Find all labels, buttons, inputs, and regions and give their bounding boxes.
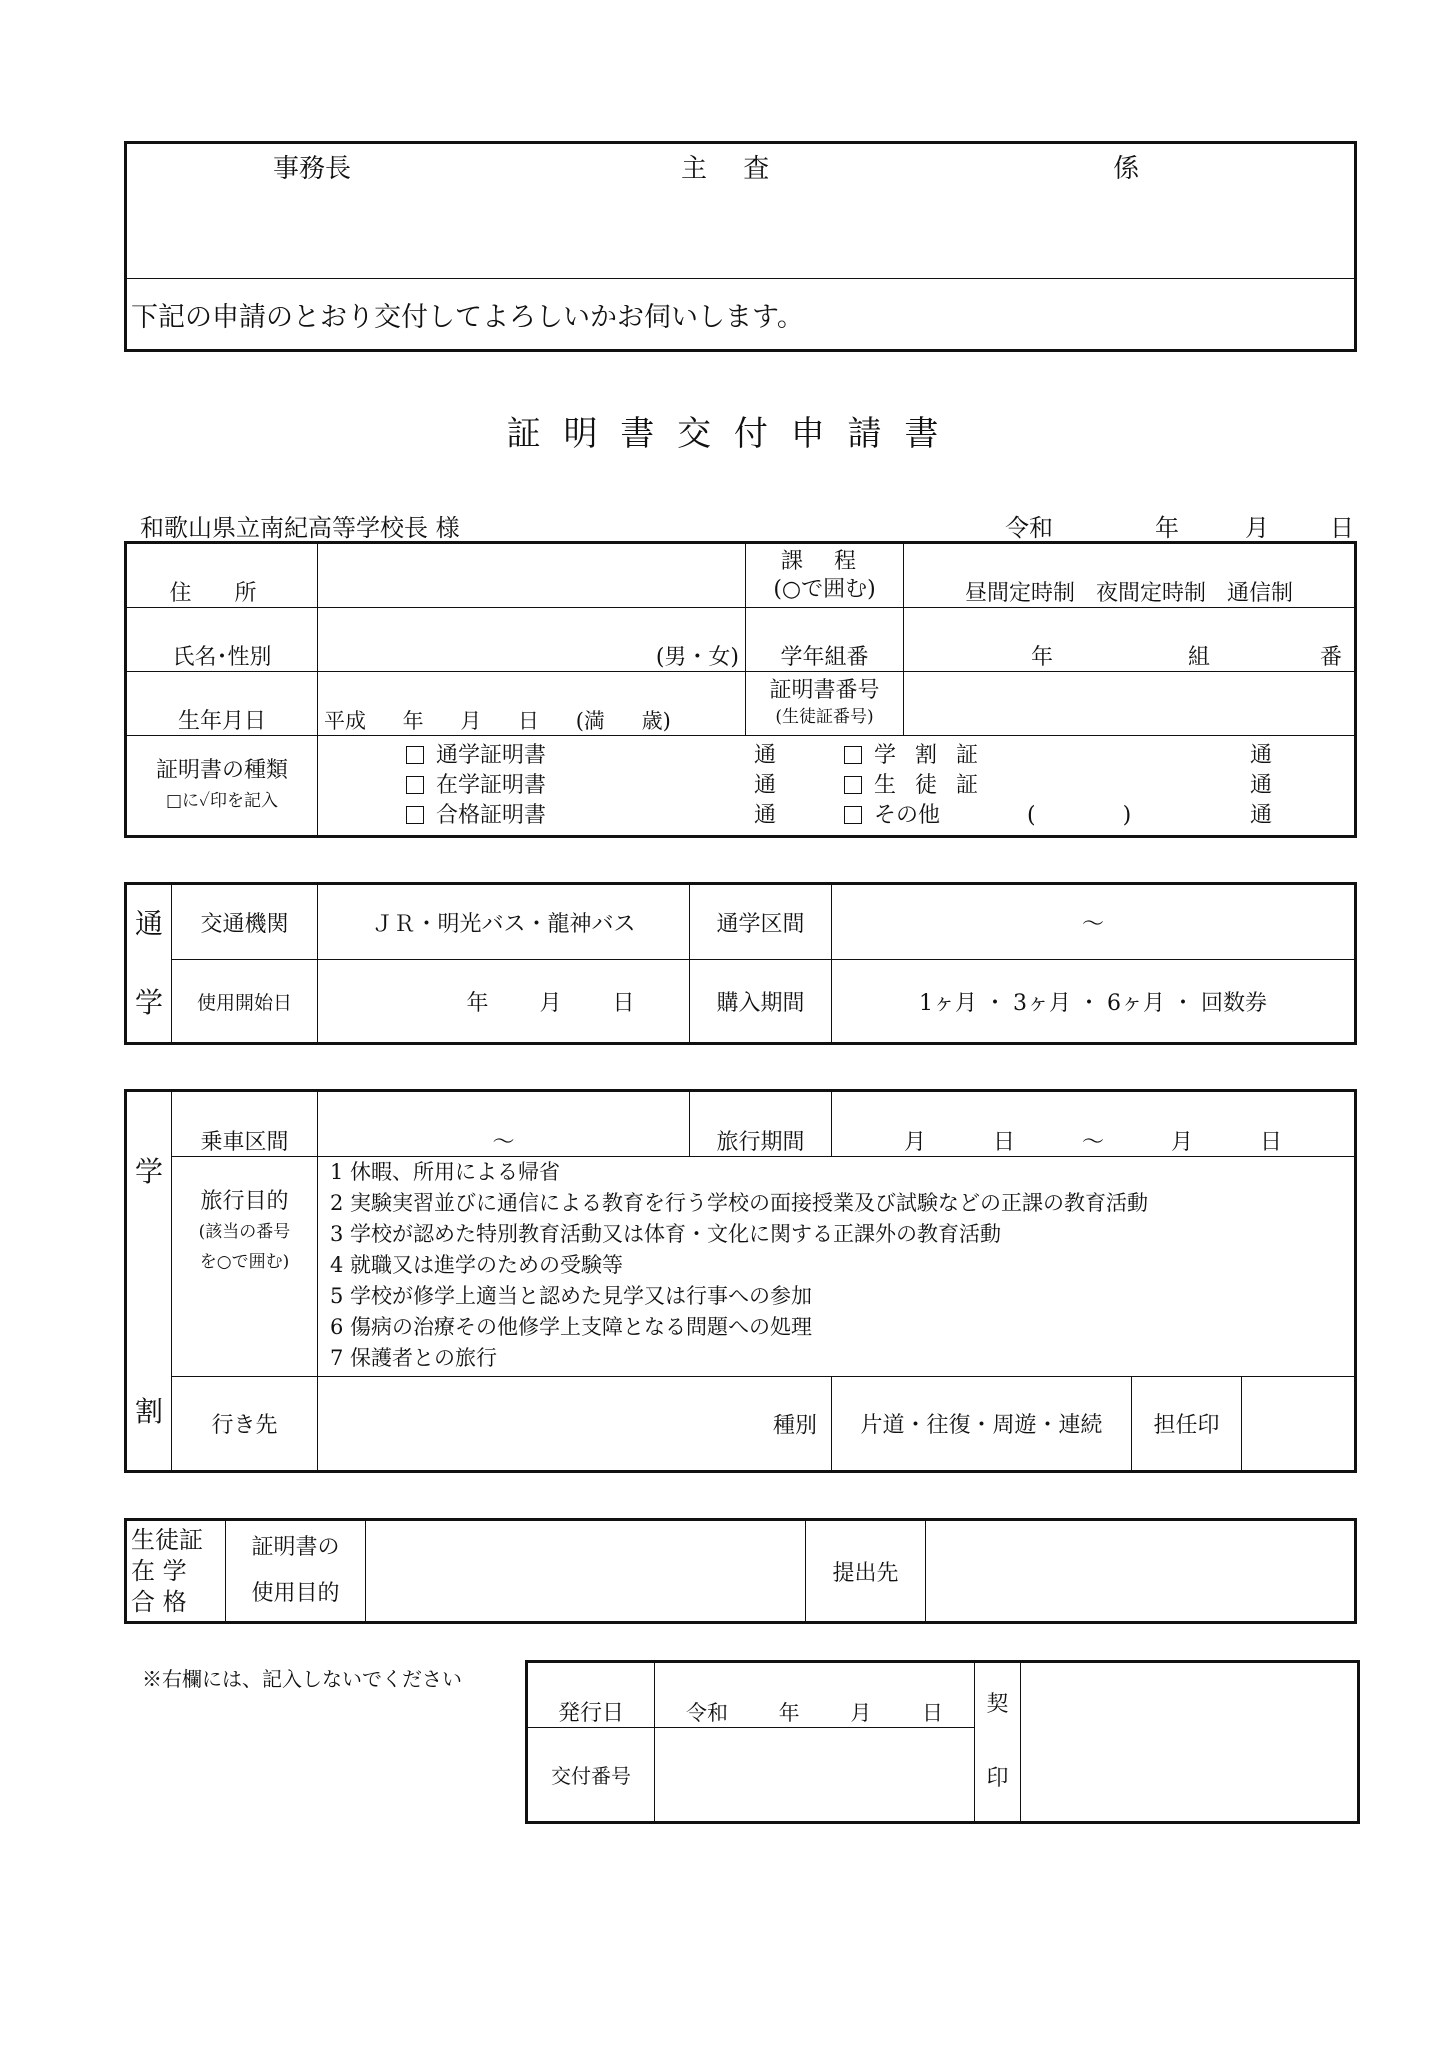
travel-field[interactable]: 月 日 ～ 月 日 <box>832 1091 1356 1157</box>
issue-no-label: 交付番号 <box>527 1728 655 1823</box>
type-enrolled-label: 在学証明書 <box>436 772 547 798</box>
purpose-item[interactable]: 7 保護者との旅行 <box>330 1346 498 1370</box>
start-field[interactable]: 年 月 日 <box>318 960 690 1044</box>
type-student-id-label: 生 徒 証 <box>874 772 984 798</box>
discount-side <box>126 1091 172 1472</box>
unit-label: 通 <box>754 742 777 768</box>
type-commute-label: 通学証明書 <box>436 742 547 768</box>
submit-field[interactable] <box>926 1520 1356 1623</box>
discount-side-1: 学 <box>134 1155 163 1188</box>
unit-label: 通 <box>1250 772 1273 798</box>
office-box <box>525 1660 1360 1824</box>
date-year: 年 <box>1155 514 1179 542</box>
type-options <box>318 736 1356 837</box>
ride-field[interactable]: ～ <box>318 1091 690 1157</box>
purpose-box-side <box>126 1520 226 1623</box>
office-note: ※右欄には、記入しないでください <box>142 1667 462 1691</box>
period-label: 購入期間 <box>690 960 832 1044</box>
applicant-table <box>124 541 1357 838</box>
issue-date-label: 発行日 <box>527 1662 655 1728</box>
issue-date-field: 令和 年 月 日 <box>655 1662 975 1728</box>
type-label-2: □に✓印を記入 <box>165 790 279 811</box>
purpose-label <box>172 1157 318 1377</box>
type-student-id[interactable] <box>844 771 1174 801</box>
type-commute-cert[interactable] <box>406 741 726 771</box>
cert-no-label-1: 証明書番号 <box>769 677 880 703</box>
cert-no-label-2: (生徒証番号) <box>775 706 874 727</box>
purpose-item[interactable]: 4 就職又は進学のための受験等 <box>330 1253 624 1277</box>
seal-field <box>1021 1662 1359 1823</box>
purpose-box <box>124 1518 1357 1624</box>
grade-no: 番 <box>1319 645 1342 670</box>
issue-no-field <box>655 1728 975 1823</box>
approval-box <box>124 141 1357 352</box>
addressee: 和歌山県立南紀高等学校長 様 <box>140 514 460 542</box>
gender-field[interactable]: (男・女) <box>318 608 746 672</box>
seal-label <box>975 1662 1021 1823</box>
date-day: 日 <box>1330 514 1354 542</box>
course-label-1: 課 程 <box>781 548 868 574</box>
travel-label: 旅行期間 <box>690 1091 832 1157</box>
side-pass: 合 格 <box>131 1587 187 1616</box>
transport-field[interactable]: ＪＲ・明光バス・龍神バス <box>318 884 690 960</box>
unit-label: 通 <box>1250 742 1273 768</box>
type-pass-cert[interactable] <box>406 801 726 831</box>
transport-label: 交通機関 <box>172 884 318 960</box>
dob-field[interactable]: 平成 年 月 日 (満 歳) <box>318 672 746 736</box>
type-label <box>126 736 318 837</box>
purpose-item[interactable]: 1 休暇、所用による帰省 <box>330 1160 561 1184</box>
section-label: 通学区間 <box>690 884 832 960</box>
role-jimucho: 事務長 <box>273 154 352 184</box>
dob-label: 生年月日 <box>126 672 318 736</box>
page-title: 証 明 書 交 付 申 請 書 <box>506 414 945 454</box>
grade-year: 年 <box>1030 645 1053 670</box>
commute-side-1: 通 <box>126 884 172 960</box>
discount-table <box>124 1089 1357 1473</box>
grade-label: 学年組番 <box>746 608 904 672</box>
period-field[interactable]: 1ヶ月 ・ 3ヶ月 ・ 6ヶ月 ・ 回数券 <box>832 960 1356 1044</box>
side-enrolled: 在 学 <box>131 1556 187 1585</box>
type-enrolled-cert[interactable] <box>406 771 726 801</box>
type-discount-label: 学 割 証 <box>874 742 984 768</box>
teacher-label: 担任印 <box>1132 1377 1242 1472</box>
seal-label-2: 印 <box>986 1766 1009 1791</box>
course-options[interactable]: 昼間定時制 夜間定時制 通信制 <box>904 543 1356 608</box>
cert-no-label <box>746 672 904 736</box>
grade-class: 組 <box>1187 645 1210 670</box>
ride-label: 乗車区間 <box>172 1091 318 1157</box>
purpose-item[interactable]: 5 学校が修学上適当と認めた見学又は行事への参加 <box>330 1284 813 1308</box>
commute-side-2: 学 <box>126 960 172 1044</box>
unit-label: 通 <box>1250 802 1273 828</box>
commute-table <box>124 882 1357 1045</box>
submit-label: 提出先 <box>806 1520 926 1623</box>
grade-field[interactable] <box>904 608 1356 672</box>
purpose-list <box>318 1157 1356 1377</box>
name-label: 氏名･性別 <box>126 608 318 672</box>
purpose-item[interactable]: 6 傷病の治療その他修学上支障となる問題への処理 <box>330 1315 813 1339</box>
course-label-2: (○で囲む) <box>773 576 876 602</box>
use-purpose-label-1: 証明書の <box>251 1535 340 1560</box>
checkbox[interactable] <box>406 806 424 824</box>
date-line <box>1005 508 1354 543</box>
purpose-item[interactable]: 3 学校が認めた特別教育活動又は体育・文化に関する正課外の教育活動 <box>330 1222 1002 1246</box>
address-field[interactable] <box>318 543 746 608</box>
kind-label: 種別 <box>772 1413 817 1438</box>
discount-side-2: 割 <box>134 1395 163 1428</box>
purpose-note-2: を○で囲む) <box>199 1252 290 1272</box>
side-student-id: 生徒証 <box>131 1525 203 1554</box>
address-label: 住 所 <box>126 543 318 608</box>
date-era: 令和 <box>1005 514 1053 542</box>
type-pass-label: 合格証明書 <box>436 802 547 828</box>
unit-label: 通 <box>754 772 777 798</box>
unit-label: 通 <box>754 802 777 828</box>
role-kakari: 係 <box>1113 154 1140 184</box>
type-other-label: その他 ( ) <box>874 802 1132 828</box>
section-field[interactable]: ～ <box>832 884 1356 960</box>
type-other[interactable] <box>844 801 1174 831</box>
date-month: 月 <box>1245 514 1269 542</box>
checkbox[interactable] <box>406 776 424 794</box>
kind-field[interactable]: 片道・往復・周遊・連続 <box>832 1377 1132 1472</box>
checkbox[interactable] <box>406 746 424 764</box>
start-label: 使用開始日 <box>172 960 318 1044</box>
purpose-label-main: 旅行目的 <box>200 1189 289 1214</box>
use-purpose-label-2: 使用目的 <box>251 1581 340 1606</box>
type-label-1: 証明書の種類 <box>155 757 288 783</box>
dest-label: 行き先 <box>172 1377 318 1472</box>
cert-no-field[interactable] <box>904 672 1356 736</box>
checkbox[interactable] <box>844 776 862 794</box>
purpose-item[interactable]: 2 実験実習並びに通信による教育を行う学校の面接授業及び試験などの正課の教育活動 <box>330 1191 1149 1215</box>
seal-label-1: 契 <box>986 1692 1009 1717</box>
course-label <box>746 543 904 608</box>
checkbox[interactable] <box>844 746 862 764</box>
type-student-discount[interactable] <box>844 741 1174 771</box>
purpose-note-1: (該当の番号 <box>198 1222 291 1242</box>
dest-field[interactable] <box>318 1377 832 1472</box>
teacher-seal-field[interactable] <box>1242 1377 1356 1472</box>
role-shusa: 主 査 <box>681 154 784 184</box>
checkbox[interactable] <box>844 806 862 824</box>
request-text: 下記の申請のとおり交付してよろしいかお伺いします。 <box>126 279 1356 351</box>
use-purpose-field[interactable] <box>366 1520 806 1623</box>
use-purpose-label <box>226 1520 366 1623</box>
